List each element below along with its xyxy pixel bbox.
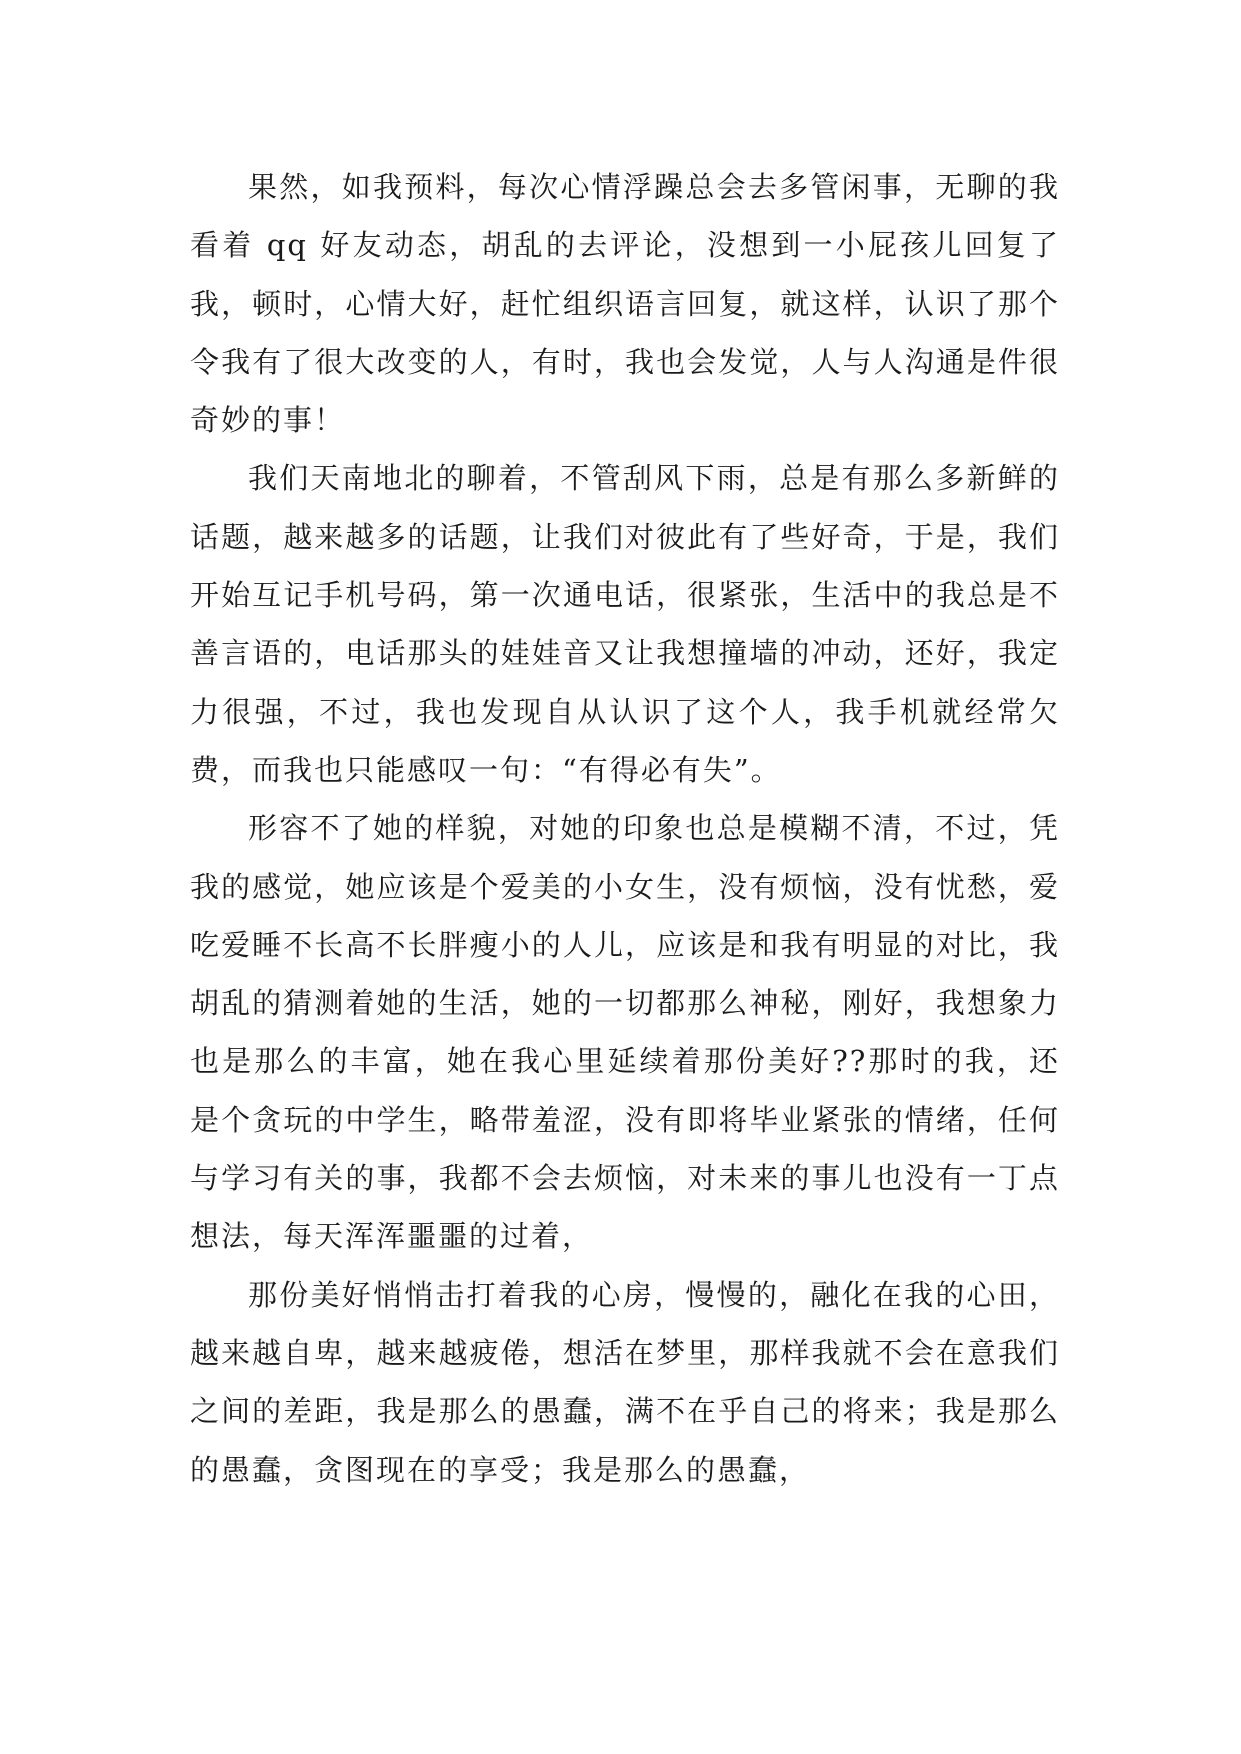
paragraph-4: 那份美好悄悄击打着我的心房，慢慢的，融化在我的心田，越来越自卑，越来越疲倦，想活在梦里，那样我就不会在意我们之间的差距，我是那么的愚蠢，满不在乎自己的将来；我是那么的愚蠢，贪图现在的享受；我是那么的愚蠢， xyxy=(190,1277,1060,1487)
paragraph-2: 我们天南地北的聊着，不管刮风下雨，总是有那么多新鲜的话题，越来越多的话题，让我们对彼此有了些好奇，于是，我们开始互记手机号码，第一次通电话，很紧张，生活中的我总是不善言语的，电话那头的娃娃音又让我想撞墙的冲动，还好，我定力很强，不过，我也发现自从认识了这个人，我手机就经常欠费，而我也只能感叹一句：“有得必有失”。 xyxy=(190,461,1060,787)
paragraph-1: 果然，如我预料，每次心情浮躁总会去多管闲事，无聊的我看着 qq 好友动态，胡乱的去评论，没想到一小屁孩儿回复了我，顿时，心情大好，赶忙组织语言回复，就这样，认识了那个令我有了很大改变的人，有时，我也会发觉，人与人沟通是件很奇妙的事！ xyxy=(190,170,1060,438)
document-body xyxy=(190,158,1060,1499)
paragraph-3: 形容不了她的样貌，对她的印象也总是模糊不清，不过，凭我的感觉，她应该是个爱美的小女生，没有烦恼，没有忧愁，爱吃爱睡不长高不长胖瘦小的人儿，应该是和我有明显的对比，我胡乱的猜测着她的生活，她的一切都那么神秘，刚好，我想象力也是那么的丰富，她在我心里延续着那份美好??那时的我，还是个贪玩的中学生，略带羞涩，没有即将毕业紧张的情绪，任何与学习有关的事，我都不会去烦恼，对未来的事儿也没有一丁点想法，每天浑浑噩噩的过着， xyxy=(190,811,1060,1254)
